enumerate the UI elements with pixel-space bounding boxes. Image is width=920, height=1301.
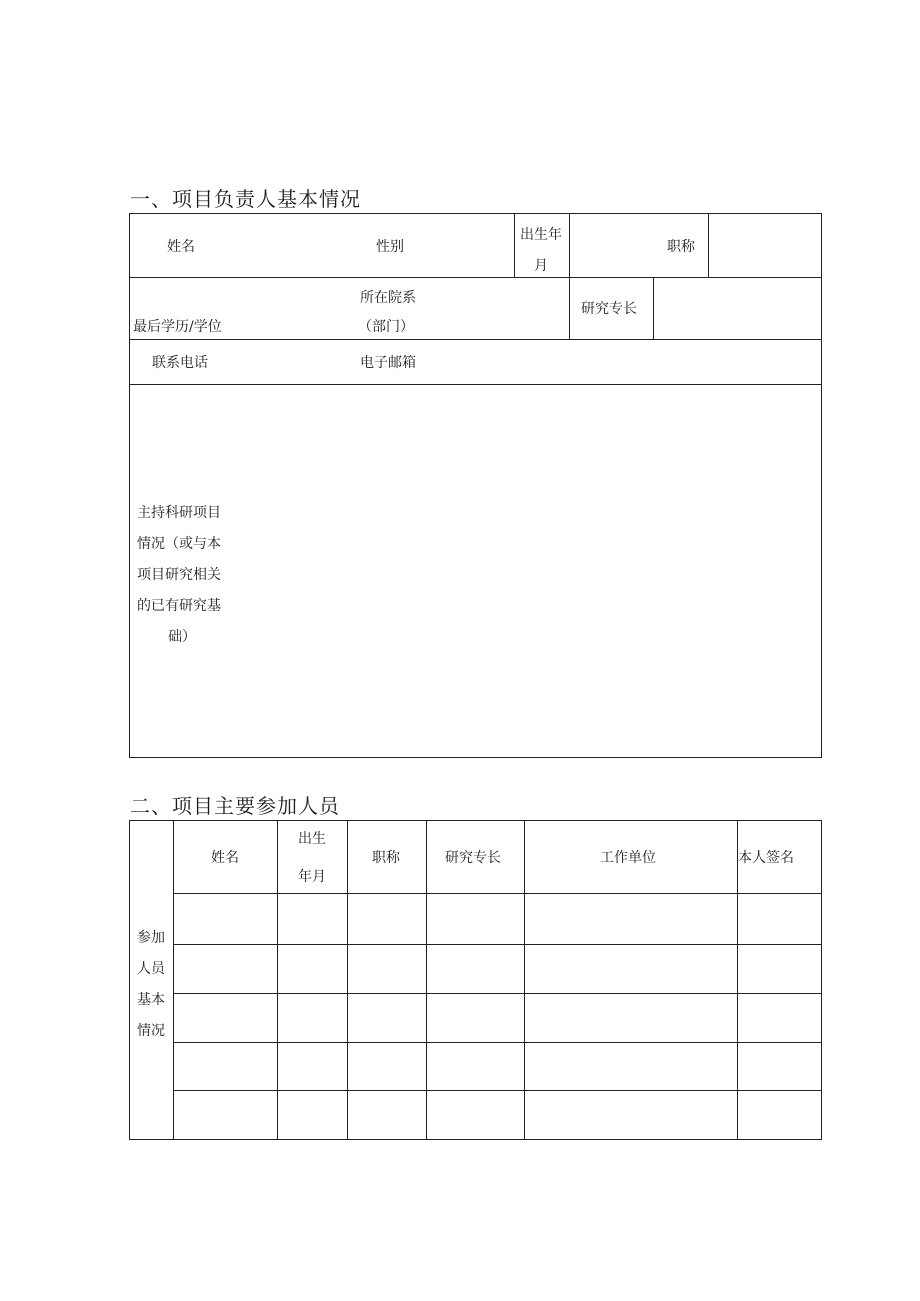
- leader-specialty-label: 研究专长: [581, 301, 637, 317]
- section1-heading: 一、项目负责人基本情况: [130, 187, 361, 211]
- members-col-name: 姓名: [211, 850, 239, 866]
- members-col-signature: 本人签名: [738, 850, 794, 866]
- table-row[interactable]: [174, 945, 821, 993]
- leader-birth-label-line2: 月: [534, 258, 548, 274]
- leader-dept-label-line1: 所在院系: [360, 290, 416, 306]
- projects-label-line: 情况（或与本: [137, 536, 221, 552]
- members-col-workplace: 工作单位: [600, 850, 656, 866]
- projects-label-line: 主持科研项目: [137, 505, 221, 521]
- leader-title-label: 职称: [667, 239, 695, 255]
- leader-dept-label-line2: （部门）: [358, 319, 414, 335]
- projects-label-line: 础）: [168, 629, 196, 645]
- leader-email-label: 电子邮箱: [360, 355, 416, 371]
- table-row[interactable]: [174, 894, 821, 944]
- members-col-birth-line1: 出生: [298, 831, 326, 847]
- table-row[interactable]: [174, 994, 821, 1042]
- side-label-line: 基本: [137, 992, 165, 1008]
- table-row[interactable]: [174, 1091, 821, 1139]
- leader-phone-label: 联系电话: [152, 355, 208, 371]
- projects-label-line: 项目研究相关: [137, 567, 221, 583]
- members-side-label: [137, 923, 165, 1047]
- members-col-specialty: 研究专长: [445, 850, 501, 866]
- side-label-line: 参加: [137, 930, 165, 946]
- side-label-line: 人员: [137, 961, 165, 977]
- leader-projects-label: [137, 498, 221, 653]
- leader-birth-label-line1: 出生年: [520, 227, 562, 243]
- table-row[interactable]: [174, 1043, 821, 1090]
- leader-gender-label: 性别: [376, 239, 404, 255]
- projects-label-line: 的已有研究基: [137, 598, 221, 614]
- section2-heading: 二、项目主要参加人员: [130, 794, 340, 818]
- leader-name-label: 姓名: [167, 239, 195, 255]
- members-col-birth-line2: 年月: [298, 869, 326, 885]
- members-col-title: 职称: [372, 850, 400, 866]
- leader-degree-label: 最后学历/学位: [133, 319, 222, 335]
- members-rows: [174, 894, 821, 1139]
- side-label-line: 情况: [137, 1023, 165, 1039]
